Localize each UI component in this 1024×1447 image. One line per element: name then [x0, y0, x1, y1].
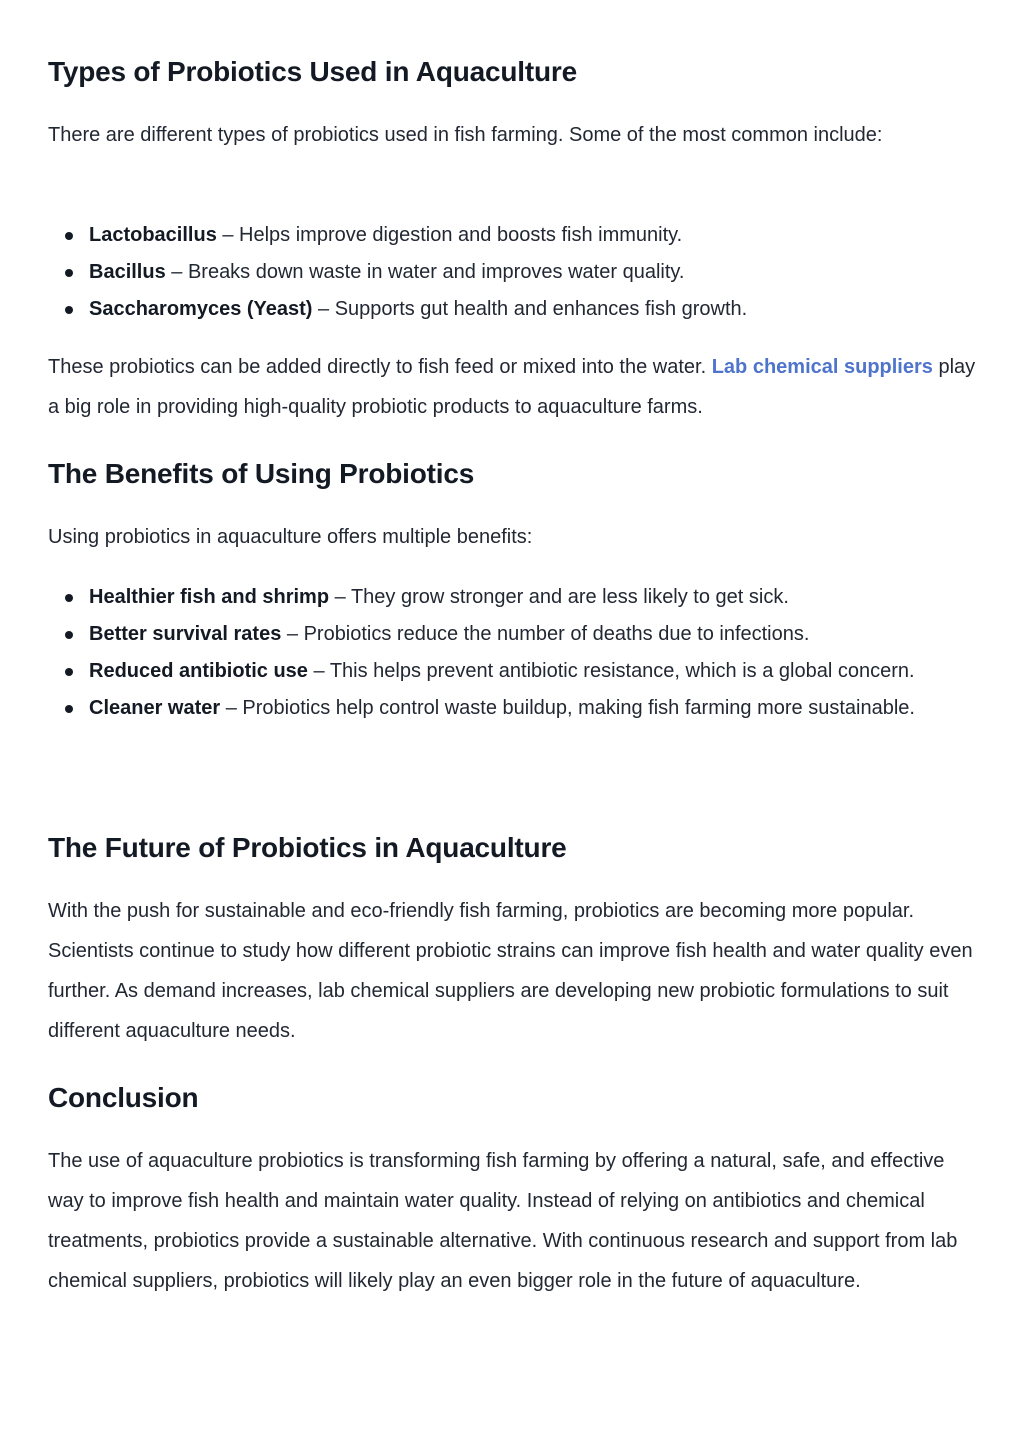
list-item — [89, 616, 969, 653]
list-item-term: Better survival rates — [89, 623, 282, 645]
section-heading-benefits: The Benefits of Using Probiotics — [48, 458, 475, 489]
section-paragraph-types — [48, 347, 978, 427]
list-item-desc: – This helps prevent antibiotic resistance, which is a global concern. — [307, 660, 915, 682]
section-heading-conclusion: Conclusion — [48, 1082, 199, 1113]
list-item — [89, 579, 969, 616]
list-item-desc: – Probiotics help control waste buildup, making fish farming more sustainable. — [220, 697, 915, 719]
list-item-term: Reduced antibiotic use — [89, 660, 308, 682]
list-item-term: Healthier fish and shrimp — [89, 586, 330, 608]
lab-chemical-suppliers-link[interactable]: Lab chemical suppliers — [711, 356, 933, 378]
list-item — [89, 217, 1019, 254]
list-item-term: Bacillus — [89, 261, 166, 283]
list-item-desc: – They grow stronger and are less likely to get sick. — [329, 586, 789, 608]
benefits-list — [48, 579, 969, 727]
list-item-desc: – Probiotics reduce the number of deaths due to infections. — [281, 623, 810, 645]
section-heading-future: The Future of Probiotics in Aquaculture — [48, 832, 567, 863]
section-paragraph-future: With the push for sustainable and eco-friendly fish farming, probiotics are becoming more popular. Scientists continue to study how different probiotic strains can improve fish health and water quality even further. As demand increases, lab chemical suppliers are developing new probiotic formulations to suit different aquaculture needs. — [48, 900, 973, 1042]
list-item — [89, 291, 1019, 328]
list-item-desc: – Breaks down waste in water and improves water quality. — [165, 261, 685, 283]
section-intro-benefits: Using probiotics in aquaculture offers multiple benefits: — [48, 526, 533, 548]
list-item-term: Lactobacillus — [89, 224, 217, 246]
list-item — [89, 653, 969, 690]
paragraph-text: play a big role in providing high-quality probiotic products to aquaculture farms. — [48, 356, 976, 418]
section-heading-types: Types of Probiotics Used in Aquaculture — [48, 56, 577, 87]
probiotic-types-list — [48, 217, 1019, 328]
list-item-desc: – Helps improve digestion and boosts fish immunity. — [216, 224, 683, 246]
section-intro-types: There are different types of probiotics used in fish farming. Some of the most common include: — [48, 124, 883, 146]
section-paragraph-conclusion: The use of aquaculture probiotics is transforming fish farming by offering a natural, safe, and effective way to improve fish health and maintain water quality. Instead of relying on antibiotics and chemical treatments, probiotics provide a sustainable alternative. With continuous research and support from lab chemical suppliers, probiotics will likely play an even bigger role in the future of aquaculture. — [48, 1150, 958, 1292]
list-item — [89, 254, 1019, 291]
list-item-term: Saccharomyces (Yeast) — [89, 298, 313, 320]
list-item — [89, 690, 969, 727]
paragraph-text: These probiotics can be added directly to fish feed or mixed into the water. — [48, 356, 712, 378]
list-item-term: Cleaner water — [89, 697, 221, 719]
list-item-desc: – Supports gut health and enhances fish growth. — [312, 298, 748, 320]
